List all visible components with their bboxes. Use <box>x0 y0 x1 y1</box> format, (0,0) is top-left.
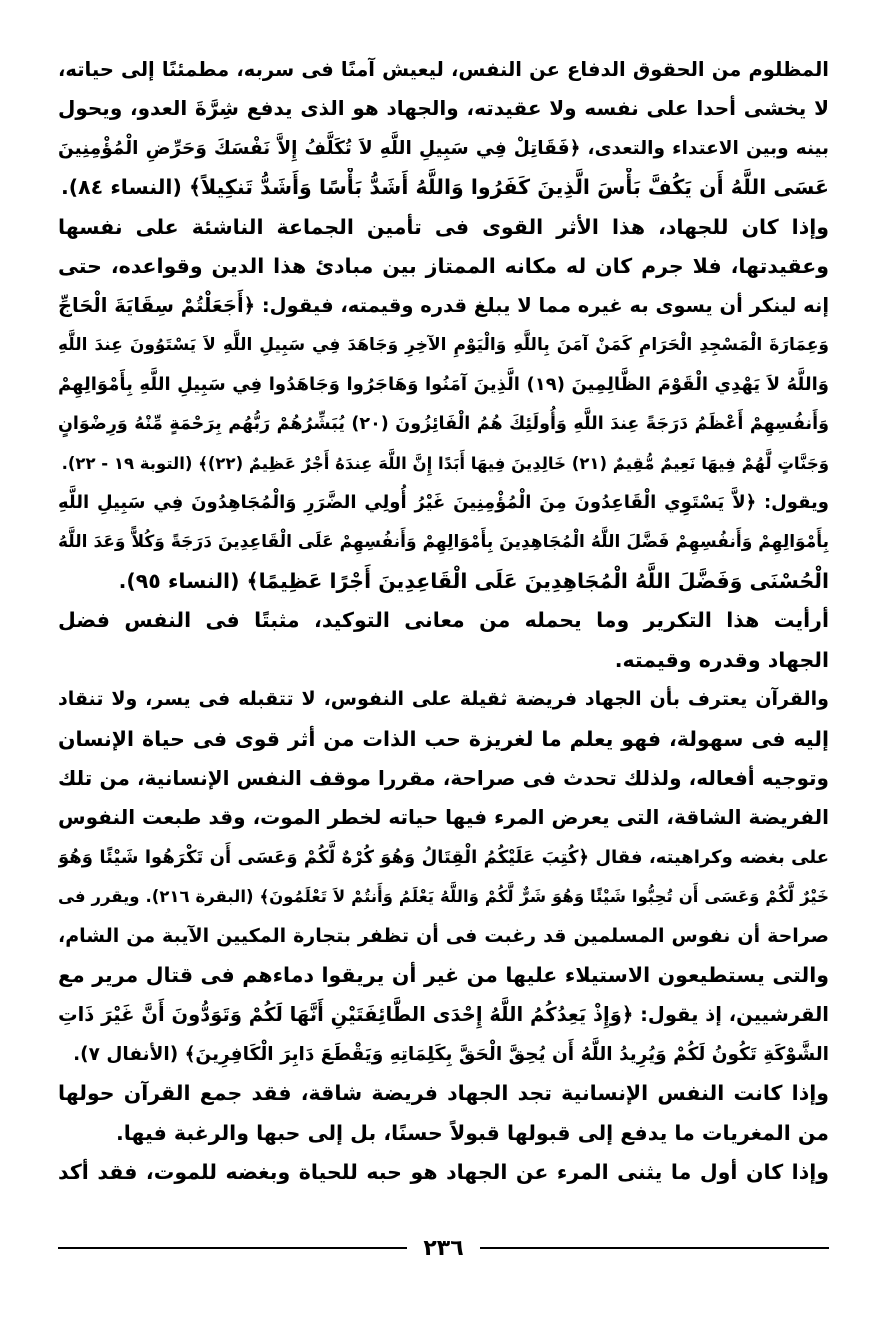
text-line: بينه وبين الاعتداء والتعدى، ﴿فَقَاتِلْ فِي سَبِيلِ اللَّهِ لاَ تُكَلَّفُ إِلاَّ نَفْسَكَ وَحَرِّضِ الْمُؤْمِنِينَ <box>58 137 829 159</box>
text-line: من المغريات ما يدفع إلى قبولها قبولاً حسنًا، بل إلى حبها والرغبة فيها. <box>115 1120 829 1145</box>
text-line: والتى يستطيعون الاستيلاء عليها من غير أن يريقوا دماءهم فى قتال مرير مع <box>58 962 829 987</box>
text-line: على بغضه وكراهيته، فقال ﴿كُتِبَ عَلَيْكُمُ الْقِتَالُ وَهُوَ كُرْهٌ لَّكُمْ وَعَسَى أَن تَكْرَهُوا شَيْئًا وَهُوَ <box>58 846 829 868</box>
footer-rule-left <box>58 1247 407 1249</box>
text-line: وَاللَّهُ لاَ يَهْدِي الْقَوْمَ الظَّالِمِينَ (١٩) الَّذِينَ آمَنُوا وَهَاجَرُوا وَجَاهَدُوا فِي سَبِيلِ اللَّهِ بِأَمْوَالِهِمْ <box>58 374 829 396</box>
text-line: إليه فى سهولة، فهو يعلم ما لغريزة حب الذات من أثر قوى فى حياة الإنسان <box>58 726 829 751</box>
text-line: والقرآن يعترف بأن الجهاد فريضة ثقيلة على النفوس، لا تتقبله فى يسر، ولا تنقاد <box>58 688 829 711</box>
footer-rule-right <box>480 1247 829 1249</box>
text-line: بِأَمْوَالِهِمْ وَأَنفُسِهِمْ فَضَّلَ اللَّهُ الْمُجَاهِدِينَ بِأَمْوَالِهِمْ وَأَنفُسِهِمْ عَلَى الْقَاعِدِينَ دَرَجَةً وَكُلاًّ وَعَدَ اللَّهُ <box>58 531 829 552</box>
text-line: وَعِمَارَةَ الْمَسْجِدِ الْحَرَامِ كَمَنْ آمَنَ بِاللَّهِ وَالْيَوْمِ الآخِرِ وَجَاهَدَ فِي سَبِيلِ اللَّهِ لاَ يَسْتَوُونَ عِندَ اللَّهِ <box>58 334 829 355</box>
text-line: لا يخشى أحدا على نفسه ولا عقيدته، والجهاد هو الذى يدفع شِرَّةَ العدو، ويحول <box>58 96 829 121</box>
text-line: وعقيدتها، فلا جرم كان له مكانه الممتاز بين مبادئ هذا الدين وقواعده، حتى <box>58 253 829 278</box>
text-line: الشَّوْكَةِ تَكُونُ لَكُمْ وَيُرِيدُ اللَّهُ أَن يُحِقَّ الْحَقَّ بِكَلِمَاتِهِ وَيَقْطَعَ دَابِرَ الْكَافِرِينَ﴾ (الأنفال ٧). <box>73 1043 829 1065</box>
text-line: الجهاد وقدره وقيمته. <box>614 647 829 672</box>
page-number: ٢٣٦ <box>423 1235 464 1261</box>
text-line: خَيْرٌ لَّكُمْ وَعَسَى أَن تُحِبُّوا شَيْئًا وَهُوَ شَرٌّ لَّكُمْ وَاللَّهُ يَعْلَمُ وَأَنتُمْ لاَ تَعْلَمُونَ﴾ (البقرة ٢١٦). ويقرر فى <box>58 887 829 907</box>
text-line: وإذا كان للجهاد، هذا الأثر القوى فى تأمين الجماعة الناشئة على نفسها <box>58 214 829 239</box>
text-line: وَجَنَّاتٍ لَّهُمْ فِيهَا نَعِيمٌ مُّقِيمٌ (٢١) خَالِدِينَ فِيهَا أَبَدًا إِنَّ اللَّهَ عِندَهُ أَجْرٌ عَظِيمٌ (٢٢)﴾ (التوبة ١٩ - ٢٢). <box>61 453 829 473</box>
text-line: القرشيين، إذ يقول: ﴿وَإِذْ يَعِدُكُمُ اللَّهُ إِحْدَى الطَّائِفَتَيْنِ أَنَّهَا لَكُمْ وَتَوَدُّونَ أَنَّ غَيْرَ ذَاتِ <box>58 1003 829 1027</box>
text-line: وتوجيه أفعاله، ولذلك تحدث فى صراحة، مقررا موقف النفس الإنسانية، من تلك <box>58 766 829 791</box>
page-footer <box>58 1235 829 1261</box>
text-line: الفريضة الشاقة، التى يعرض المرء فيها حياته لخطر الموت، وقد طبعت النفوس <box>58 805 829 830</box>
text-line: وإذا كان أول ما يثنى المرء عن الجهاد هو حبه للحياة وبغضه للموت، فقد أكد <box>58 1159 829 1184</box>
text-line: إنه لينكر أن يسوى به غيره مما لا يبلغ قدره وقيمته، فيقول: ﴿أَجَعَلْتُمْ سِقَايَةَ الْحَاجِّ <box>58 294 829 318</box>
text-line: الْحُسْنَى وَفَضَّلَ اللَّهُ الْمُجَاهِدِينَ عَلَى الْقَاعِدِينَ أَجْرًا عَظِيمًا﴾ (النساء ٩٥). <box>118 569 829 594</box>
text-line: المظلوم من الحقوق الدفاع عن النفس، ليعيش آمنًا فى سربه، مطمئنًا إلى حياته، <box>58 58 829 81</box>
body-text <box>58 50 829 1192</box>
text-line: عَسَى اللَّهُ أَن يَكُفَّ بَأْسَ الَّذِينَ كَفَرُوا وَاللَّهُ أَشَدُّ بَأْسًا وَأَشَدُّ تَنكِيلاً﴾ (النساء ٨٤). <box>60 175 829 200</box>
text-line: أرأيت هذا التكرير وما يحمله من معانى التوكيد، مثبتًا فى النفس فضل <box>58 608 829 633</box>
text-line: وَأَنفُسِهِمْ أَعْظَمُ دَرَجَةً عِندَ اللَّهِ وَأُولَئِكَ هُمُ الْفَائِزُونَ (٢٠) يُبَشِّرُهُمْ رَبُّهُم بِرَحْمَةٍ مِّنْهُ وَرِضْوَانٍ <box>58 413 829 434</box>
text-line: ويقول: ﴿لاَّ يَسْتَوِي الْقَاعِدُونَ مِنَ الْمُؤْمِنِينَ غَيْرُ أُولِي الضَّرَرِ وَالْمُجَاهِدُونَ فِي سَبِيلِ اللَّهِ <box>58 492 829 514</box>
text-line: صراحة أن نفوس المسلمين قد رغبت فى أن تظفر بتجارة المكيين الآيبة من الشام، <box>58 924 829 947</box>
text-line: وإذا كانت النفس الإنسانية تجد الجهاد فريضة شاقة، فقد جمع القرآن حولها <box>58 1081 829 1106</box>
